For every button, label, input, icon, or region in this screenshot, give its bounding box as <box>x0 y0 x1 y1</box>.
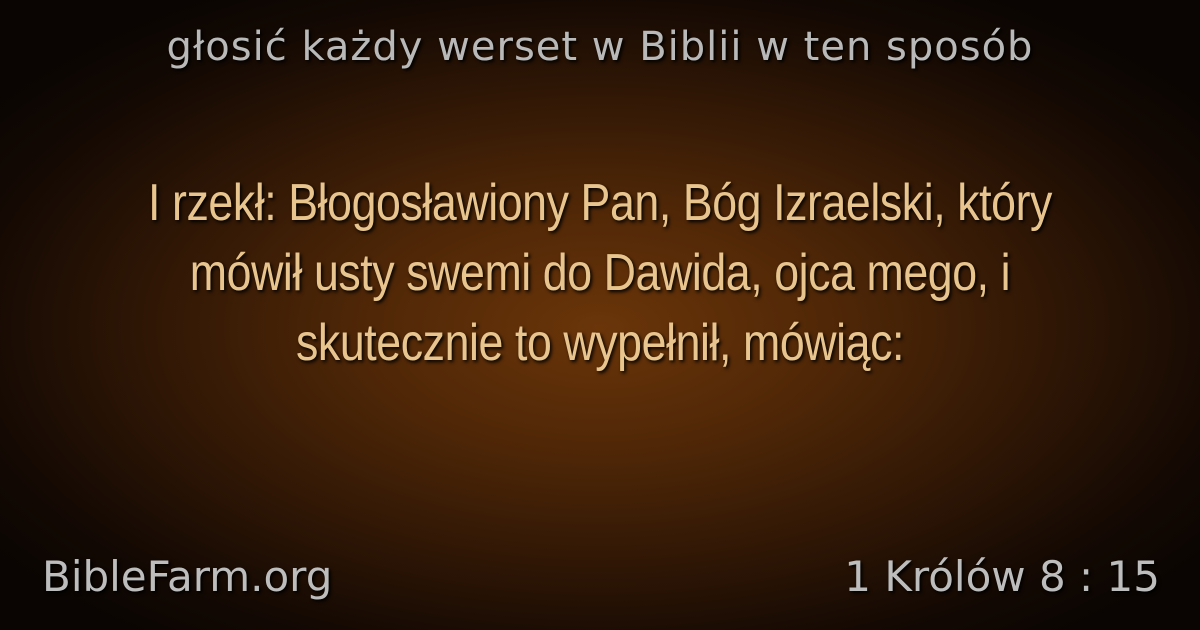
site-name: BibleFarm.org <box>42 552 333 601</box>
verse-text: I rzekł: Błogosławiony Pan, Bóg Izraelski, który mówił usty swemi do Dawida, ojca mego, i skutecznie to wypełnił, mówiąc: <box>148 174 1052 372</box>
tagline: głosić każdy werset w Biblii w ten sposób <box>166 24 1034 70</box>
verse-reference: 1 Królów 8 : 15 <box>844 552 1160 601</box>
